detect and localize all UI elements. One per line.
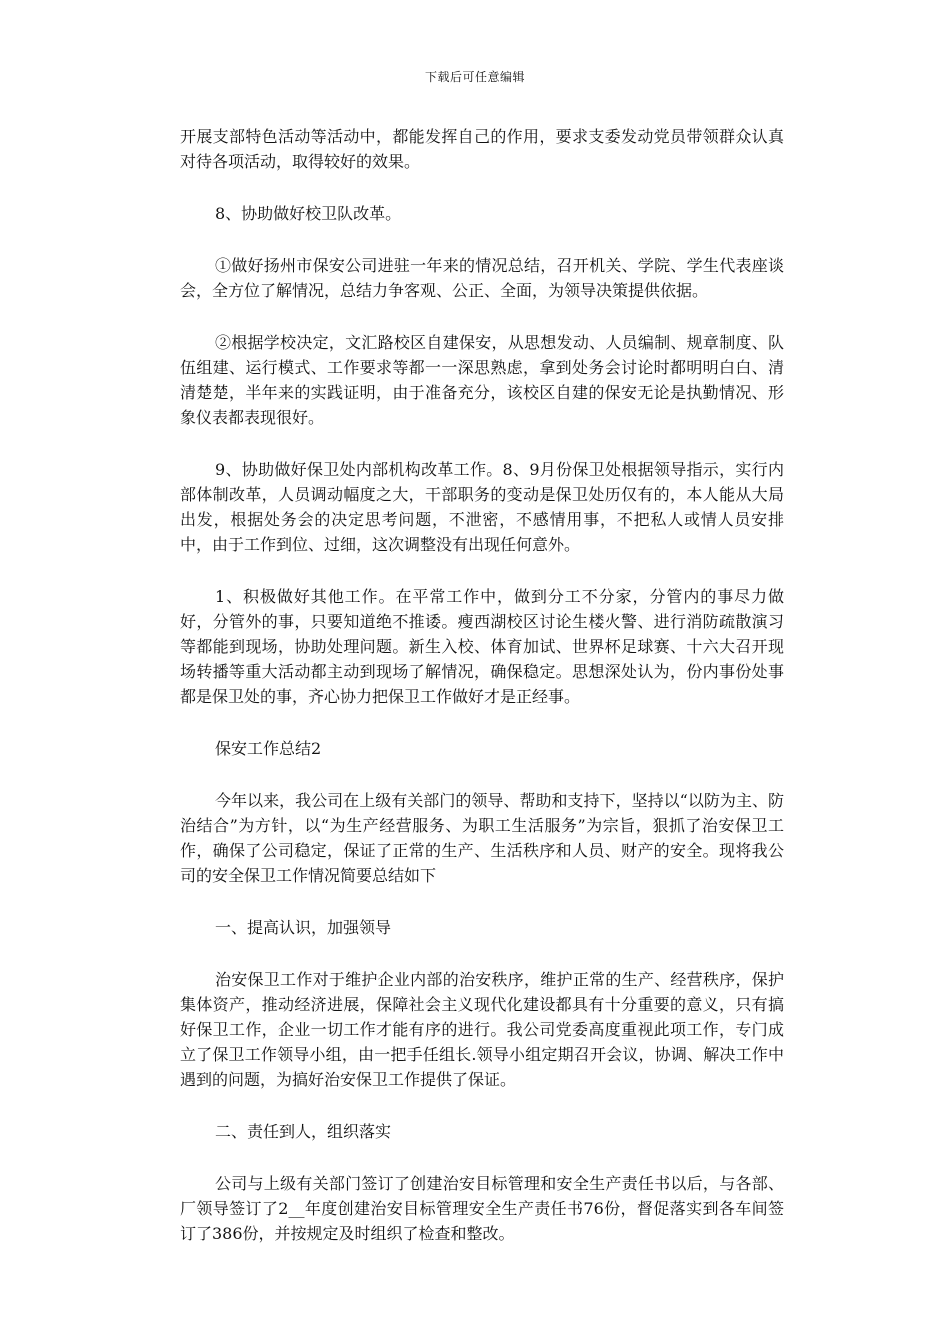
section-heading: 二、责任到人，组织落实 [215,1122,392,1141]
header-note: 下载后可任意编辑 [424,70,525,84]
list-item-heading: 8、协助做好校卫队改革。 [215,204,402,223]
paragraph: 治安保卫工作对于维护企业内部的治安秩序，维护正常的生产、经营秩序，保护集体资产，推动经济进展，保障社会主义现代化建设都具有十分重要的意义，只有搞好保卫工作，企业一切工作才能有序的进行。我公司党委高度重视此项工作，专门成立了保卫工作领导小组，由一把手任组长.领导小组定期召开会议，协调、解决工作中遇到的问题，为搞好治安保卫工作提供了保证。 [180,970,784,1089]
paragraph: 今年以来，我公司在上级有关部门的领导、帮助和支持下，坚持以“以防为主、防治结合”为方针，以“为生产经营服务、为职工生活服务”为宗旨，狠抓了治安保卫工作，确保了公司稳定，保证了正常的生产、生活秩序和人员、财产的安全。现将我公司的安全保卫工作情况简要总结如下 [180,791,784,885]
paragraph: 1、积极做好其他工作。在平常工作中，做到分工不分家，分管内的事尽力做好，分管外的事，只要知道绝不推诿。瘦西湖校区讨论生楼火警、进行消防疏散演习等都能到现场，协助处理问题。新生入校、体育加试、世界杯足球赛、十六大召开现场转播等重大活动都主动到现场了解情况，确保稳定。思想深处认为，份内事份处事都是保卫处的事，齐心协力把保卫工作做好才是正经事。 [180,587,784,706]
document-body [180,124,784,1273]
paragraph: ②根据学校决定，文汇路校区自建保安，从思想发动、人员编制、规章制度、队伍组建、运行模式、工作要求等都一一深思熟虑，拿到处务会讨论时都明明白白、清清楚楚，半年来的实践证明，由于准备充分，该校区自建的保安无论是执勤情况、形象仪表都表现很好。 [180,333,784,427]
paragraph: 公司与上级有关部门签订了创建治安目标管理和安全生产责任书以后，与各部、厂领导签订了2__年度创建治安目标管理安全生产责任书76份，督促落实到各车间签订了386份，并按规定及时组织了检查和整改。 [180,1174,784,1243]
section-title: 保安工作总结2 [215,739,322,758]
paragraph: 9、协助做好保卫处内部机构改革工作。8、9月份保卫处根据领导指示，实行内部体制改革，人员调动幅度之大，干部职务的变动是保卫处历仅有的，本人能从大局出发，根据处务会的决定思考问题，不泄密，不感情用事，不把私人或情人员安排中，由于工作到位、过细，这次调整没有出现任何意外。 [180,460,784,554]
paragraph: ①做好扬州市保安公司进驻一年来的情况总结，召开机关、学院、学生代表座谈会，全方位了解情况，总结力争客观、公正、全面，为领导决策提供依据。 [180,256,784,300]
paragraph: 开展支部特色活动等活动中，都能发挥自己的作用，要求支委发动党员带领群众认真对待各项活动，取得较好的效果。 [180,127,784,171]
section-heading: 一、提高认识，加强领导 [215,918,392,937]
